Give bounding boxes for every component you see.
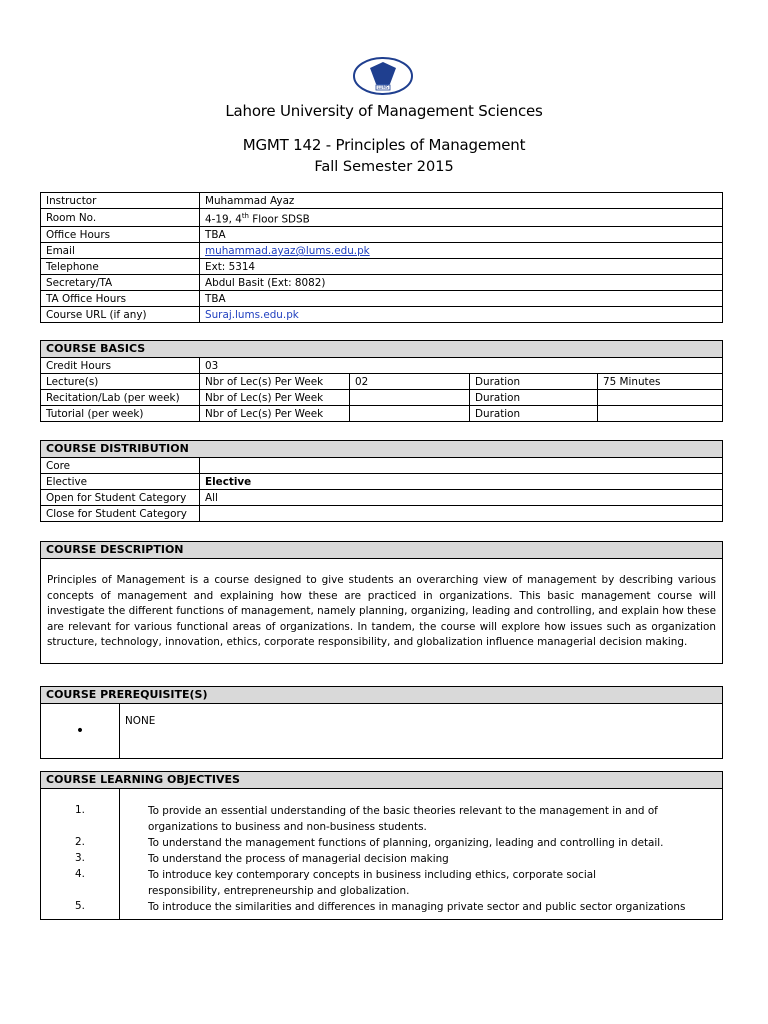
tutorial-label: Tutorial (per week) (41, 406, 200, 422)
objective-texts (120, 789, 723, 920)
table-row (41, 490, 723, 506)
tutorial-nbr-value (350, 406, 470, 422)
open-category-value: All (200, 490, 723, 506)
semester: Fall Semester 2015 (314, 159, 454, 175)
table-row (41, 506, 723, 522)
room-value: 4-19, 4th Floor SDSB (200, 209, 723, 227)
section-header (41, 341, 723, 358)
university-name: Lahore University of Management Sciences (225, 102, 543, 120)
office-hours-label: Office Hours (41, 227, 200, 243)
secretary-value: Abdul Basit (Ext: 8082) (200, 275, 723, 291)
email-label: Email (41, 243, 200, 259)
nbr-label: Nbr of Lec(s) Per Week (200, 406, 350, 422)
section-header (41, 687, 723, 704)
elective-value: Elective (200, 474, 723, 490)
objective-text: To provide an essential understanding of the basic theories relevant to the management in and of organizations to business and non-business students. (148, 805, 658, 833)
course-url-label: Course URL (if any) (41, 307, 200, 323)
email-link[interactable]: muhammad.ayaz@lums.edu.pk (205, 244, 370, 257)
course-basics-table (40, 340, 723, 422)
table-row (41, 789, 723, 920)
table-row (41, 291, 723, 307)
tutorial-duration-value (598, 406, 723, 422)
table-row (41, 358, 723, 374)
ta-office-hours-value: TBA (200, 291, 723, 307)
instructor-value: Muhammad Ayaz (200, 193, 723, 209)
open-category-label: Open for Student Category (41, 490, 200, 506)
course-description-table (40, 541, 723, 664)
objective-number: 4. (75, 868, 85, 880)
course-prerequisites-heading: COURSE PREREQUISITE(S) (41, 687, 723, 704)
course-info-table (40, 192, 723, 323)
objective-text: To introduce key contemporary concepts in business including ethics, corporate social responsibility, entrepreneurship and globalization. (148, 869, 596, 897)
table-row (41, 559, 723, 664)
recitation-label: Recitation/Lab (per week) (41, 390, 200, 406)
course-description-text: Principles of Management is a course designed to give students an overarching view of management by describing various concepts of management and explaining how these are practiced in organizations. This basic management course will investigate the different functions of management, namely planning, organizing, leading and controlling, and explain how these are relevant for various functional areas of organizations. In tandem, the course will explore how issues such as organization structure, technology, innovation, ethics, corporate responsibility, and globalization influence managerial decision making. (41, 559, 723, 664)
course-basics-heading: COURSE BASICS (41, 341, 723, 358)
table-row (41, 307, 723, 323)
learning-objectives-heading: COURSE LEARNING OBJECTIVES (41, 772, 723, 789)
objective-number: 3. (75, 852, 85, 864)
lecture-label: Lecture(s) (41, 374, 200, 390)
table-row (41, 390, 723, 406)
duration-label: Duration (470, 374, 598, 390)
table-row (41, 243, 723, 259)
duration-label: Duration (470, 390, 598, 406)
recitation-nbr-value (350, 390, 470, 406)
course-distribution-heading: COURSE DISTRIBUTION (41, 441, 723, 458)
lecture-nbr-value: 02 (350, 374, 470, 390)
university-logo-icon (352, 54, 414, 96)
course-description-heading: COURSE DESCRIPTION (41, 542, 723, 559)
course-distribution-table (40, 440, 723, 522)
telephone-label: Telephone (41, 259, 200, 275)
table-row (41, 227, 723, 243)
section-header (41, 441, 723, 458)
section-header (41, 772, 723, 789)
objective-text: To understand the process of managerial decision making (148, 853, 449, 865)
duration-label: Duration (470, 406, 598, 422)
recitation-duration-value (598, 390, 723, 406)
objective-text: To introduce the similarities and differences in managing private sector and public sector organizations (148, 901, 686, 913)
close-category-value (200, 506, 723, 522)
table-row (41, 374, 723, 390)
objective-number: 2. (75, 836, 85, 848)
room-label: Room No. (41, 209, 200, 227)
close-category-label: Close for Student Category (41, 506, 200, 522)
office-hours-value: TBA (200, 227, 723, 243)
core-value (200, 458, 723, 474)
bullet-icon: • (41, 704, 120, 759)
objective-number: 1. (75, 804, 85, 816)
learning-objectives-table (40, 771, 723, 920)
objective-text: To understand the management functions of planning, organizing, leading and controlling in detail. (148, 837, 664, 849)
nbr-label: Nbr of Lec(s) Per Week (200, 374, 350, 390)
table-row (41, 209, 723, 227)
table-row (41, 458, 723, 474)
table-row (41, 275, 723, 291)
credit-hours-label: Credit Hours (41, 358, 200, 374)
table-row (41, 474, 723, 490)
ta-office-hours-label: TA Office Hours (41, 291, 200, 307)
core-label: Core (41, 458, 200, 474)
telephone-value: Ext: 5314 (200, 259, 723, 275)
credit-hours-value: 03 (200, 358, 723, 374)
course-url-link[interactable]: Suraj.lums.edu.pk (205, 308, 299, 321)
objective-numbers (41, 789, 120, 920)
section-header (41, 542, 723, 559)
course-title: MGMT 142 - Principles of Management (242, 136, 526, 154)
prerequisite-value: NONE (120, 704, 723, 759)
elective-label: Elective (41, 474, 200, 490)
nbr-label: Nbr of Lec(s) Per Week (200, 390, 350, 406)
svg-text:LUMS: LUMS (377, 85, 389, 90)
table-row (41, 259, 723, 275)
table-row (41, 193, 723, 209)
table-row (41, 704, 723, 759)
objective-number: 5. (75, 900, 85, 912)
secretary-label: Secretary/TA (41, 275, 200, 291)
instructor-label: Instructor (41, 193, 200, 209)
course-prerequisites-table (40, 686, 723, 759)
table-row (41, 406, 723, 422)
lecture-duration-value: 75 Minutes (598, 374, 723, 390)
